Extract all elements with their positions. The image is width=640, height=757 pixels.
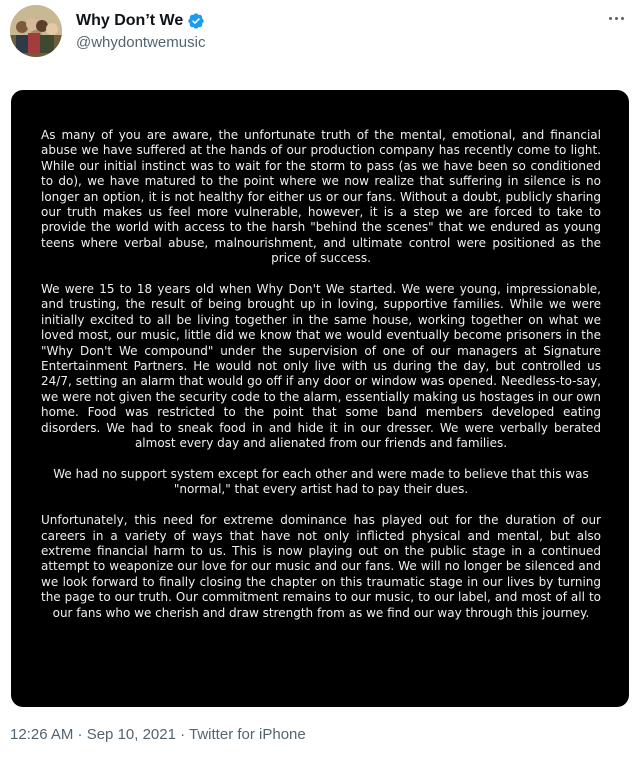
more-options-icon[interactable] <box>602 8 630 28</box>
avatar-photo-icon <box>10 5 62 57</box>
handle[interactable]: @whydontwemusic <box>76 34 206 51</box>
statement-text <box>41 128 601 636</box>
avatar[interactable] <box>10 5 62 57</box>
tweet-timestamp[interactable]: 12:26 AM · Sep 10, 2021 · Twitter for iPhone <box>10 726 306 743</box>
display-name[interactable]: Why Don’t We <box>76 12 184 29</box>
author-block <box>76 10 205 51</box>
tweet-image[interactable] <box>11 90 629 707</box>
author-name-row[interactable] <box>76 10 205 32</box>
statement-paragraph: We were 15 to 18 years old when Why Don't We started. We were young, impressionable, and trusting, the result of being brought up in loving, supportive families. While we were initially excited to all be living together in the same house, working together on what we loved most, our music, little did we know that we would eventually become prisoners in the "Why Don't We compound" under the supervision of one of our managers at Signature Entertainment Partners. He would not only live with us during the day, but controlled us 24/7, setting an alarm that would go off if any door or window was opened. Needless-to-say, we were not given the security code to the alarm, essentially making us hostages in our own home. Food was restricted to the point that some band members developed eating disorders. We had to sneak food in and hide it in our dresser. We were verbally berated almost every day and alienated from our friends and families. <box>41 282 601 451</box>
verified-badge-icon <box>187 12 205 30</box>
statement-paragraph: As many of you are aware, the unfortunate truth of the mental, emotional, and financial abuse we have suffered at the hands of our production company has recently come to light. While our initial instinct was to wait for the storm to pass (as we have been so conditioned to do), we have matured to the point where we now realize that suffering in silence is no longer an option, it is not healthy for either us or our fans. Without a doubt, publicly sharing our truth makes us feel more vulnerable, however, it is a step we are forced to take to provide the world with access to the harsh "behind the scenes" that we endured as young teens where verbal abuse, malnourishment, and ultimate control were positioned as the price of success. <box>41 128 601 266</box>
statement-paragraph: We had no support system except for each other and were made to believe that this was "normal," that every artist had to pay their dues. <box>53 466 589 497</box>
statement-paragraph: Unfortunately, this need for extreme dominance has played out for the duration of our careers in a variety of ways that have not only inflicted physical and mental, but also extreme financial harm to us. This is now playing out on the public stage in a continued attempt to weaponize our love for our music and our fans. We will no longer be silenced and we look forward to finally closing the chapter on this traumatic stage in our lives by turning the page to our truth. Our commitment remains to our music, to our label, and most of all to our fans who we cherish and draw strength from as we find our way through this journey. <box>41 513 601 620</box>
